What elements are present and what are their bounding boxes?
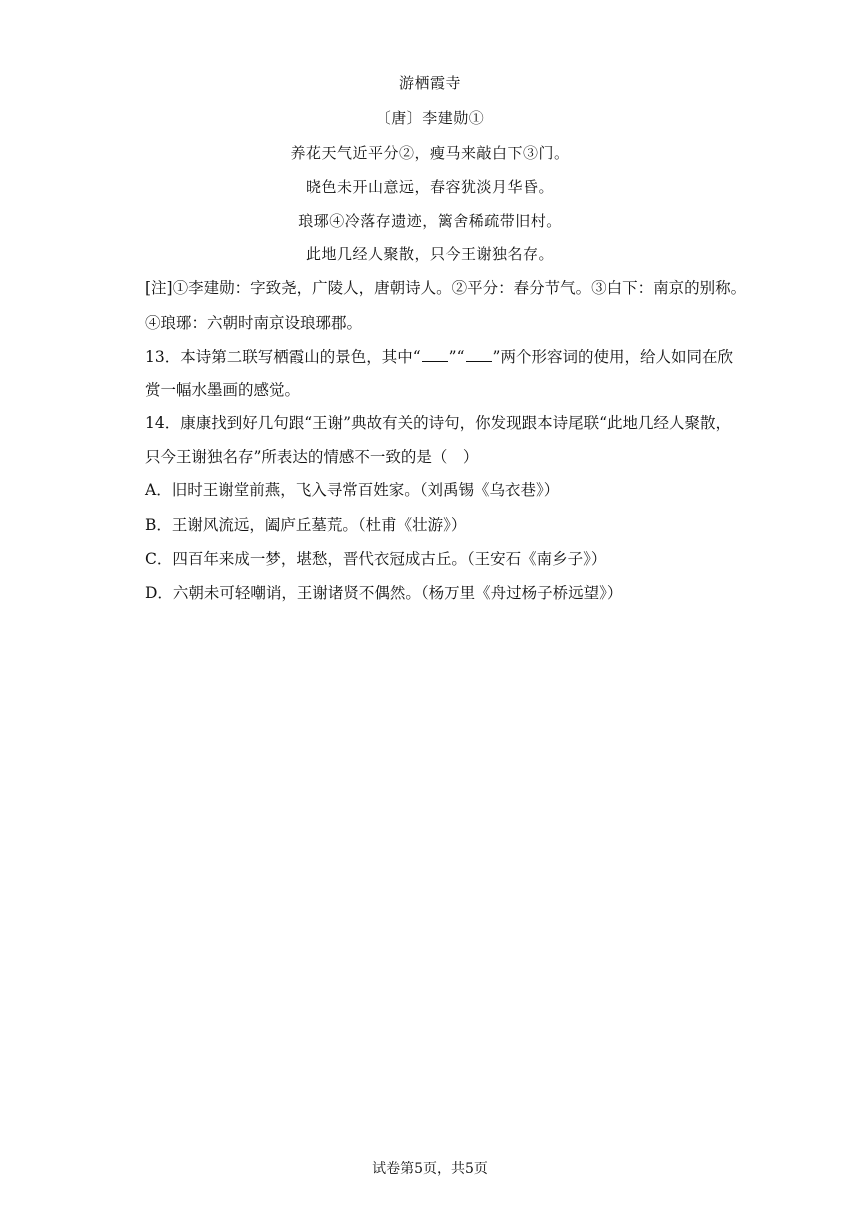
- option-b[interactable]: B．王谢风流远，阖庐丘墓荒。（杜甫《壮游》）: [145, 516, 467, 534]
- poem-line-3: 琅琊④冷落存遗迹，篱舍稀疏带旧村。: [298, 212, 562, 230]
- option-c[interactable]: C．四百年来成一梦，堪愁，晋代衣冠成古丘。（王安石《南乡子》）: [145, 550, 607, 568]
- poem-line-2: 晓色未开山意远，春容犹淡月华昏。: [305, 178, 554, 196]
- question-13-text-b: ”“: [448, 348, 465, 366]
- answer-blank-2[interactable]: [466, 349, 492, 362]
- answer-blank-1[interactable]: [422, 349, 448, 362]
- poem-line-4: 此地几经人聚散，只今王谢独名存。: [305, 245, 554, 263]
- question-13: [145, 345, 733, 367]
- poem-line-1: 养花天气近平分②，瘦马来敲白下③门。: [290, 144, 570, 162]
- question-13-text-c: ”两个形容词的使用，给人如同在欣: [492, 348, 733, 366]
- question-14-line-1: 14．康康找到好几句跟“王谢”典故有关的诗句，你发现跟本诗尾联“此地几经人聚散，: [145, 414, 731, 432]
- notes-line-1: [注]①李建勋：字致尧，广陵人，唐朝诗人。②平分：春分节气。③白下：南京的别称。: [145, 279, 747, 297]
- question-13-line-2: 赏一幅水墨画的感觉。: [145, 381, 301, 399]
- option-d[interactable]: D．六朝未可轻嘲诮，王谢诸贤不偶然。（杨万里《舟过杨子桥远望》）: [145, 584, 623, 602]
- question-14-line-2: 只今王谢独名存”所表达的情感不一致的是（ ）: [145, 448, 479, 466]
- notes-line-2: ④琅琊：六朝时南京设琅琊郡。: [145, 314, 363, 332]
- poem-title: 游栖霞寺: [398, 74, 461, 92]
- question-13-text-a: 13．本诗第二联写栖霞山的景色，其中“: [145, 348, 421, 366]
- poem-author: 〔唐〕李建勋①: [375, 109, 485, 127]
- option-a[interactable]: A．旧时王谢堂前燕，飞入寻常百姓家。（刘禹锡《乌衣巷》）: [145, 481, 560, 499]
- page-footer: 试卷第5页，共5页: [372, 1161, 488, 1177]
